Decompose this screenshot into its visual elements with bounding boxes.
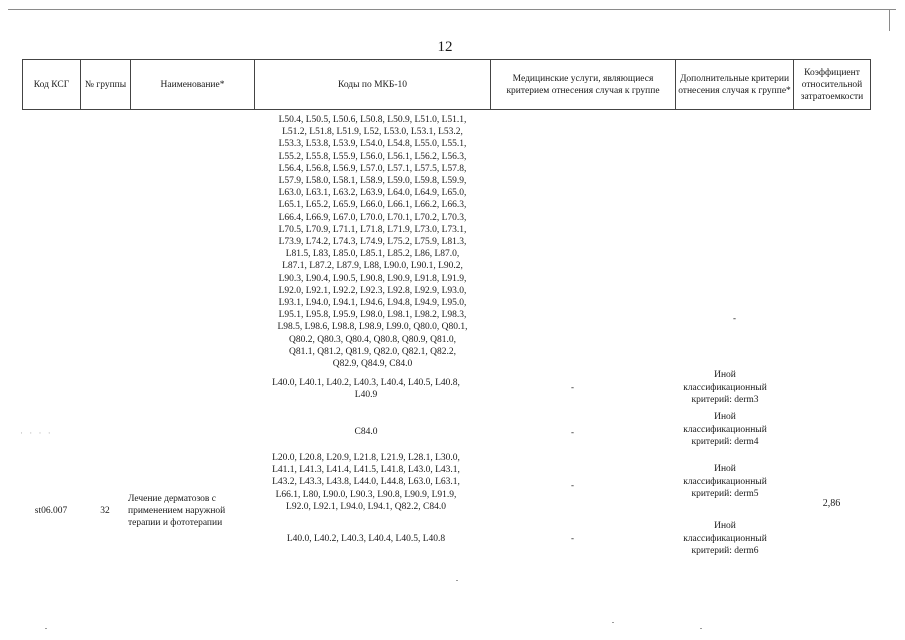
header-coefficient: Коэффициент относительной затратоемкости: [794, 60, 871, 110]
derm6-criterion: Иной классификационный критерий: derm6: [683, 521, 767, 556]
row-separator-dots: · · · ·: [20, 428, 53, 438]
derm4-service: -: [571, 427, 574, 437]
scan-speck: [612, 622, 614, 623]
table-row-continued: [23, 110, 871, 371]
derm3-service: -: [571, 382, 574, 392]
header-extra-criteria: Дополнительные критерии отнесения случая к группе*: [676, 60, 794, 110]
scan-speck: [456, 580, 458, 581]
page-corner-mark: [889, 9, 890, 31]
derm3-icd-codes: L40.0, L40.1, L40.2, L40.3, L40.4, L40.5, L40.8, L40.9: [272, 378, 460, 401]
scan-speck: [700, 628, 702, 629]
group-number: 32: [100, 506, 110, 516]
derm6-service: -: [571, 533, 574, 543]
page-number: 12: [437, 39, 453, 55]
derm6-row: [0, 521, 905, 564]
icd-codes-continued: L50.4, L50.5, L50.6, L50.8, L50.9, L51.0, L51.1, L51.2, L51.8, L51.9, L52, L53.0, L53.1, L53.2, L53.3, L53.8, L53.9, L54.0, L54.8, L55.0, L55.1, L55.2, L55.8, L55.9, L56.0, L56.1, L56.2, L56.3, L56.4, L56.8, L56.9, L57.0, L57.1, L57.5, L57.8, L57.9, L58.0, L58.1, L58.9, L59.0, L59.8, L59.9, L63.0, L63.1, L63.2, L63.9, L64.0, L64.9, L65.0, L65.1, L65.2, L65.9, L66.0, L66.1, L66.2, L66.3, L66.4, L66.9, L67.0, L70.0, L70.1, L70.2, L70.3, L70.5, L70.9, L71.1, L71.8, L71.9, L73.0, L73.1, L73.9, L74.2, L74.3, L74.9, L75.2, L75.9, L81.3, L81.5, L83, L85.0, L85.1, L85.2, L86, L87.0, L87.1, L87.2, L87.9, L88, L90.0, L90.1, L90.2, L90.3, L90.4, L90.5, L90.8, L90.9, L91.8, L91.9, L92.0, L92.1, L92.2, L92.3, L92.8, L92.9, L93.0, L93.1, L94.0, L94.1, L94.6, L94.8, L94.9, L95.0, L95.1, L95.8, L95.9, L98.0, L98.1, L98.2, L98.3, L98.5, L98.6, L98.8, L98.9, L99.0, Q80.0, Q80.1, Q80.2, Q80.3, Q80.4, Q80.8, Q80.9, Q81.0, Q81.1, Q81.2, Q81.9, Q82.0, Q82.1, Q82.2, Q82.9, Q84.9, C84.0: [277, 115, 468, 370]
derm4-row: [0, 412, 905, 447]
derm6-icd-codes: L40.0, L40.2, L40.3, L40.4, L40.5, L40.8: [286, 534, 446, 544]
derm5-service: -: [571, 480, 574, 490]
group-name: Лечение дерматозов с применением наружной терапии и фототерапии: [128, 494, 226, 528]
header-ksg-code: Код КСГ: [23, 60, 81, 110]
coefficient-value: 2,86: [822, 498, 841, 509]
derm5-icd-codes: L20.0, L20.8, L20.9, L21.8, L21.9, L28.1, L30.0, L41.1, L41.3, L41.4, L41.5, L41.8, L43.0, L43.1, L43.2, L43.3, L43.8, L44.0, L44.8, L63.0, L63.1, L66.1, L80, L90.0, L90.3, L90.8, L90.9, L91.9, L92.0, L92.1, L94.0, L94.1, Q82.2, C84.0: [272, 453, 460, 512]
header-group-number: № группы: [81, 60, 131, 110]
continuation-dash: -: [733, 313, 736, 324]
ksg-code: st06.007: [34, 506, 68, 516]
derm4-criterion: Иной классификационный критерий: derm4: [683, 412, 767, 447]
derm5-criterion: Иной классификационный критерий: derm5: [683, 464, 767, 499]
page-top-rule: [8, 9, 896, 10]
derm3-row: [0, 370, 905, 407]
derm4-icd-codes: C84.0: [354, 427, 378, 437]
table-header-row: [23, 60, 871, 110]
derm3-criterion: Иной классификационный критерий: derm3: [683, 370, 767, 405]
header-name: Наименование*: [131, 60, 255, 110]
scan-speck: [45, 628, 47, 629]
ksg-table: [22, 59, 871, 370]
header-icd-codes: Коды по МКБ-10: [255, 60, 491, 110]
header-medical-services: Медицинские услуги, являющиеся критерием отнесения случая к группе: [491, 60, 676, 110]
